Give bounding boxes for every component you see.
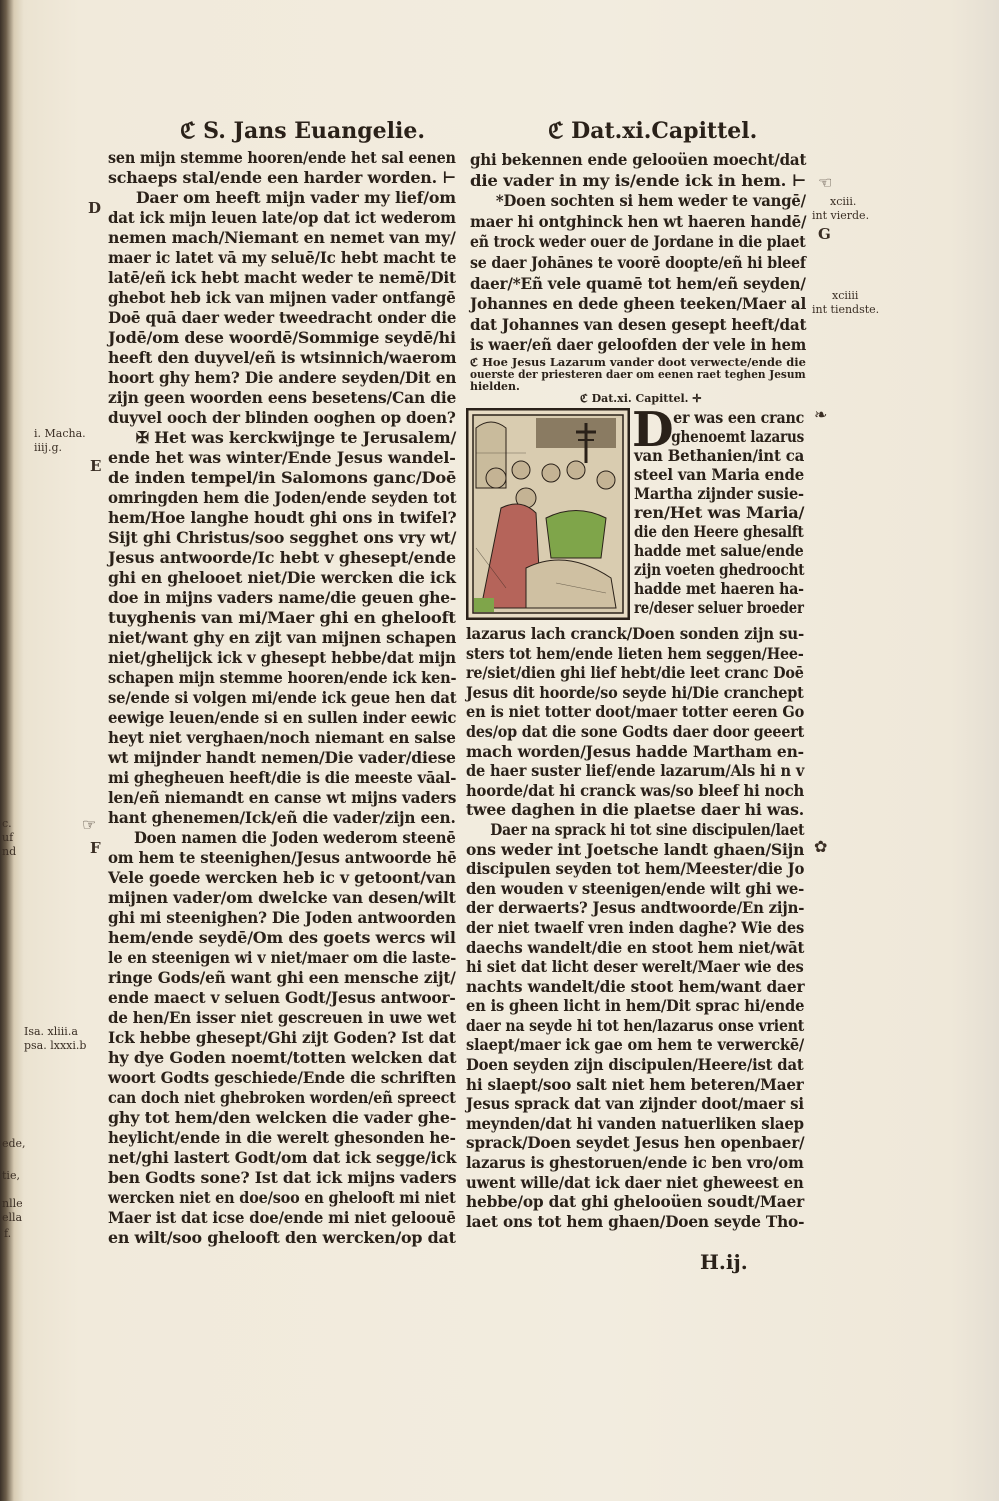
facing-page-fragment: ede, (2, 1137, 26, 1150)
text-line: le en steenigen wi v niet/maer om die laste- (108, 948, 457, 967)
margin-note: xciiii (832, 289, 859, 302)
text-line: ghi en ghelooet niet/Die wercken die ick (108, 568, 456, 587)
text-line: Jesus antwoorde/Ic hebt v ghesept/ende (108, 548, 456, 567)
left-text-column (108, 148, 456, 1248)
text-line: ons weder int Joetsche landt ghaen/Sijn (466, 839, 805, 859)
text-line: Daer om heeft mijn vader my lief/om (135, 188, 456, 207)
text-line: net/ghi lastert Godt/om dat ick segge/ick (108, 1148, 457, 1167)
margin-note: psa. lxxxi.b (24, 1039, 87, 1052)
text-line: niet/ghelijck ick v ghesept hebbe/dat mijn (108, 648, 456, 667)
text-line: nachts wandelt/die stoot hem/want daer (466, 976, 805, 996)
text-line: mi ghegheuen heeft/die is die meeste vāal- (108, 768, 457, 787)
text-line: se/ende si volgen mi/ende ick geue hen dat (108, 688, 457, 707)
text-line: ghi bekennen ende gelooüen moecht/dat (470, 150, 807, 169)
chapter-summary (470, 357, 806, 393)
text-line: ghebot heb ick van mijnen vader ontfangē (108, 288, 456, 307)
text-line: die den Heere ghesalft (634, 522, 804, 541)
text-line: Jesus dit hoorde/so seyde hi/Die cranchept (466, 682, 804, 702)
margin-note: iiij.g. (34, 441, 62, 454)
text-line: sters tot hem/ende lieten hem seggen/Hee- (466, 643, 804, 663)
facing-page-fragment: nd (2, 845, 17, 858)
text-line: van Bethanien/int ca (634, 446, 805, 465)
text-line: ghi mi steenighen? Die Joden antwoorden (108, 908, 456, 927)
margin-section-letter: G (818, 225, 831, 243)
text-line: ghenoemt lazarus (671, 427, 805, 446)
text-line: Jodē/om dese woordē/Sommige seydē/hi (108, 328, 456, 347)
text-line: eewige leuen/ende si en sullen inder eewic (108, 708, 457, 727)
text-line: den wouden v steenigen/ende wilt ghi we- (466, 878, 805, 898)
text-line: heylicht/ende in die werelt ghesonden he- (108, 1128, 456, 1147)
text-line: uwent wille/dat ick daer niet gheweest en (466, 1172, 804, 1192)
text-line: lazarus is ghestoruen/ende ic ben vro/om (466, 1153, 804, 1173)
text-line: niet/want ghy en zijt van mijnen schapen (108, 628, 457, 647)
text-line: hadde met haeren ha- (634, 579, 804, 598)
facing-page-fragment: ella (2, 1211, 23, 1224)
text-line: en is niet totter doot/maer totter eeren Go (466, 702, 805, 722)
text-line: hoorde/dat hi cranck was/so bleef hi noch (466, 780, 805, 800)
summary-line: ouerste der priesteren daer om eenen raet teghen Jesum (470, 368, 806, 381)
text-line: discipulen seyden tot hem/Meester/die Jo (466, 859, 805, 879)
text-line: en is gheen licht in hem/Dit sprac hi/ende (466, 996, 805, 1016)
text-line: meynden/dat hi vanden natuerliken slaep (466, 1113, 804, 1133)
text-line: en wilt/soo ghelooft den wercken/op dat (108, 1228, 456, 1247)
text-line: der derwaerts? Jesus andtwoorde/En zijn- (466, 898, 805, 918)
facing-page-fragment: f. (4, 1227, 12, 1240)
text-line: Doen seyden zijn discipulen/Heere/ist dat (466, 1055, 804, 1075)
text-line: latē/eñ ick hebt macht weder te nemē/Dit (108, 268, 456, 287)
text-line: er was een cranc (673, 408, 805, 427)
text-line: hy dye Goden noemt/totten welcken dat (108, 1048, 457, 1067)
text-line: ende maect v seluen Godt/Jesus antwoor- (108, 988, 456, 1007)
text-line: ren/Het was Maria/ (634, 503, 805, 522)
text-line: Doen namen die Joden wederom steenē (133, 828, 456, 847)
text-line: Daer na sprack hi tot sine discipulen/laet (490, 819, 805, 839)
woodcut-illustration (466, 408, 630, 620)
text-line: Vele goede wercken heb ic v getoont/van (108, 868, 456, 887)
text-line: ringe Gods/eñ want ghi een mensche zijt/ (108, 968, 456, 987)
text-line: heyt niet verghaen/noch niemant en salse (108, 728, 456, 747)
text-line: der niet twaelf vren inden daghe? Wie des (466, 917, 805, 937)
text-line: schaeps stal/ende een harder worden. ⊢ (108, 168, 457, 187)
text-line: hi siet dat licht deser werelt/Maer wie des (466, 957, 804, 977)
text-line: slaept/maer ick gae om hem te verwerckē/ (466, 1035, 805, 1055)
text-line: len/eñ niemandt en canse wt mijns vaders (108, 788, 457, 807)
signature-mark: H.ij. (700, 1250, 748, 1274)
text-line: lazarus lach cranck/Doen sonden zijn su- (466, 624, 805, 643)
text-line: can doch niet ghebroken worden/eñ spreect (108, 1088, 456, 1107)
text-line: Doē quā daer weder tweedracht onder die (108, 308, 457, 327)
text-line: sen mijn stemme hooren/ende het sal eenen (108, 148, 456, 167)
text-line: hi slaept/soo salt niet hem beteren/Maer (466, 1074, 804, 1094)
margin-note: i. Macha. (34, 427, 86, 440)
text-line: schapen mijn stemme hooren/ende ick ken- (108, 668, 457, 687)
margin-note: Isa. xliii.a (24, 1025, 78, 1038)
text-line: hebbe/op dat ghi ghelooüen soudt/Maer (466, 1192, 805, 1212)
text-line: daer/*Eñ vele quamē tot hem/eñ seyden/ (470, 273, 806, 293)
margin-note: xciii. (830, 195, 857, 208)
text-line: wercken niet en doe/soo en ghelooft mi niet (108, 1188, 456, 1207)
text-line: ben Godts sone? Ist dat ick mijns vaders (108, 1168, 457, 1187)
text-line: zijn voeten ghedroocht (634, 560, 805, 579)
text-line: hadde met salue/ende (634, 541, 804, 560)
text-line: ghy tot hem/den welcken die vader ghe- (108, 1108, 457, 1127)
text-line: woort Godts geschiede/Ende die schriften (108, 1068, 456, 1087)
chapter-label: ℭ Dat.xi. Capittel. ✛ (580, 392, 702, 405)
text-line: sprack/Doen seydet Jesus hen openbaer/ (466, 1133, 805, 1153)
text-line: hoort ghy hem? Die andere seyden/Dit en (108, 368, 457, 387)
text-line: heeft den duyvel/eñ is wtsinnich/waerom (108, 348, 457, 367)
text-line: Johannes en dede gheen teeken/Maer al (470, 294, 807, 314)
text-line: ✠ Het was kerckwijnge te Jerusalem/ (135, 428, 457, 447)
text-line: zijn geen woorden eens besetens/Can die (108, 388, 457, 407)
margin-section-letter: F (90, 839, 101, 857)
text-line: duyvel ooch der blinden ooghen op doen? (108, 408, 456, 427)
text-line: des/op dat die sone Godts daer door geeert (466, 721, 805, 741)
fleuron-ornament-icon: ❧ (814, 405, 828, 424)
text-line: nemen mach/Niemant en nemet van my/ (108, 228, 456, 247)
margin-section-letter: E (90, 457, 102, 475)
facing-page-fragment: uf (2, 831, 14, 844)
text-line: maer hi ontghinck hen wt haeren handē/ (470, 211, 807, 231)
text-line: Martha zijnder susie- (634, 484, 804, 503)
text-line: Ick hebbe ghesept/Ghi zijt Goden? Ist dat (108, 1028, 456, 1047)
text-line: omringden hem die Joden/ende seyden tot (108, 488, 457, 507)
text-line: mijnen vader/om dwelcke van desen/wilt (108, 888, 456, 907)
text-beside-woodcut (632, 402, 805, 617)
text-line: daechs wandelt/die en stoot hem niet/wāt (466, 937, 805, 957)
text-line: om hem te steenighen/Jesus antwoorde hē (108, 848, 457, 867)
text-line: Sijt ghi Christus/soo segghet ons vry wt/ (108, 528, 457, 547)
text-line: hem/Hoe langhe houdt ghi ons in twifel? (108, 508, 457, 527)
text-line: *Doen sochten si hem weder te vangē/ (495, 191, 806, 211)
text-line: maer ic latet vā my seluē/Ic hebt macht te (108, 248, 457, 267)
text-line: twee daghen in die plaetse daer hi was. (466, 800, 805, 820)
text-line: hant ghenemen/Ick/eñ die vader/zijn een. (108, 808, 456, 827)
text-line: re/deser seluer broeder (634, 598, 804, 617)
text-line: re/siet/dien ghi lief hebt/die leet cranc Doē (466, 663, 804, 683)
text-line: dat ick mijn leuen late/op dat ict wederom (108, 208, 456, 227)
right-text-bottom (466, 624, 804, 1231)
text-line: se daer Johānes te voorē doopte/eñ hi bleef (470, 252, 806, 272)
text-line: dat Johannes van desen gesept heeft/dat (470, 314, 807, 334)
drop-cap-initial: D (632, 402, 674, 458)
text-line: die vader in my is/ende ick in hem. ⊢ (470, 170, 807, 190)
summary-line: hielden. (470, 380, 520, 393)
text-line: Jesus sprack dat van zijnder doot/maer si (466, 1094, 804, 1114)
pointing-hand-icon: ☜ (818, 173, 833, 192)
facing-page-fragment: nlle (2, 1197, 23, 1210)
text-line: hem/ende seydē/Om des goets wercs wil (108, 928, 456, 947)
text-line: mach worden/Jesus hadde Martham en- (466, 741, 804, 761)
text-line: steel van Maria ende (634, 465, 804, 484)
text-line: eñ trock weder ouer de Jordane in die plaet (470, 232, 806, 252)
text-line: ende het was winter/Ende Jesus wandel- (108, 448, 456, 467)
text-line: daer na seyde hi tot hen/lazarus onse vrient (466, 1015, 805, 1035)
summary-line: ℭ Hoe Jesus Lazarum vander doot verwecte/ende die (470, 356, 806, 369)
pointing-hand-icon: ☞ (82, 815, 97, 834)
facing-page-fragment: c. (2, 817, 12, 830)
right-text-top (470, 150, 806, 356)
text-line: Maer ist dat icse doe/ende mi niet geloouē (108, 1208, 456, 1227)
text-line: de hen/En isser niet gescreuen in uwe wet (108, 1008, 457, 1027)
margin-note: int vierde. (812, 209, 870, 222)
text-line: is waer/eñ daer geloofden der vele in hem (470, 335, 807, 355)
margin-note: int tiendste. (812, 303, 880, 316)
left-running-head: ℭ S. Jans Euangelie. (180, 118, 426, 144)
text-line: de inden tempel/in Salomons ganc/Doē (108, 468, 457, 487)
text-line: tuyghenis van mi/Maer ghi en ghelooft (108, 608, 456, 627)
right-running-head: ℭ Dat.xi.Capittel. (548, 118, 758, 144)
flower-ornament-icon: ✿ (814, 837, 828, 856)
text-line: doe in mijns vaders name/die geuen ghe- (108, 588, 457, 607)
text-line: de haer suster lief/ende lazarum/Als hi n v (466, 761, 805, 781)
text-line: laet ons tot hem ghaen/Doen seyde Tho- (466, 1211, 805, 1231)
margin-section-letter: D (88, 199, 102, 217)
text-line: wt mijnder handt nemen/Die vader/diese (108, 748, 456, 767)
facing-page-fragment: tie, (2, 1169, 20, 1182)
